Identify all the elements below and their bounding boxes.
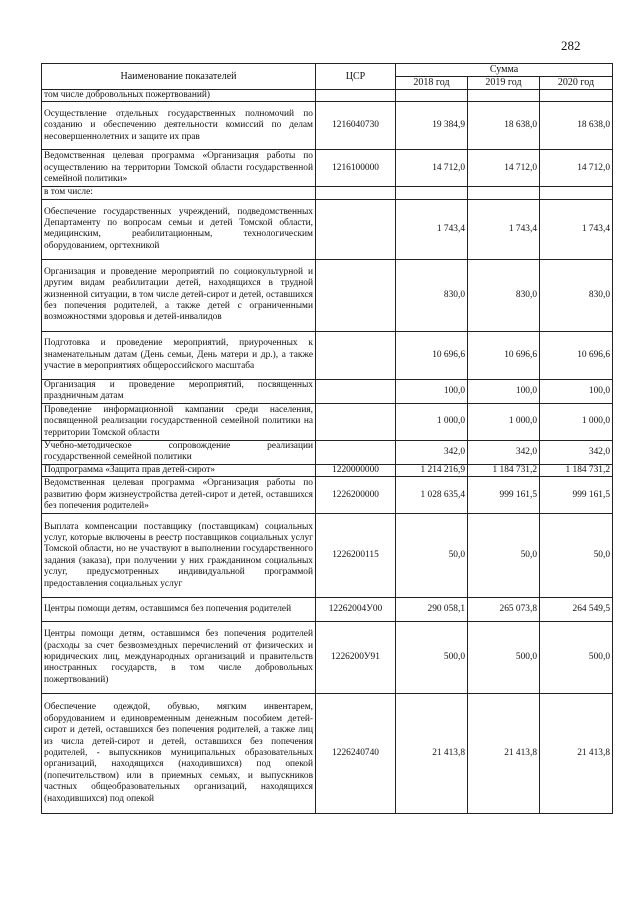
table-row bbox=[42, 331, 613, 379]
row-code: 1216040730 bbox=[316, 102, 396, 150]
table-row bbox=[42, 150, 613, 187]
row-value-2019: 50,0 bbox=[468, 514, 540, 598]
row-value-2020: 342,0 bbox=[540, 440, 613, 464]
row-value-2019: 830,0 bbox=[468, 259, 540, 331]
row-value-2019: 100,0 bbox=[468, 379, 540, 403]
row-name: в том числе: bbox=[42, 187, 316, 199]
row-code: 1226200115 bbox=[316, 514, 396, 598]
row-value-2019: 14 712,0 bbox=[468, 150, 540, 187]
row-value-2019: 18 638,0 bbox=[468, 102, 540, 150]
row-value-2018 bbox=[396, 187, 468, 199]
row-value-2020: 264 549,5 bbox=[540, 598, 613, 622]
table-row bbox=[42, 464, 613, 476]
table-row bbox=[42, 477, 613, 514]
row-value-2018: 10 696,6 bbox=[396, 331, 468, 379]
row-name: Осуществление отдельных государственных полномочий по созданию и обеспечению деятельности комиссий по делам несовершеннолетних и защите их прав bbox=[42, 102, 316, 150]
row-code bbox=[316, 90, 396, 102]
row-value-2020: 10 696,6 bbox=[540, 331, 613, 379]
row-value-2018: 290 058,1 bbox=[396, 598, 468, 622]
table-row bbox=[42, 514, 613, 598]
row-value-2018: 14 712,0 bbox=[396, 150, 468, 187]
page-number: 282 bbox=[561, 38, 581, 53]
row-value-2019: 999 161,5 bbox=[468, 477, 540, 514]
row-name: Организация и проведение мероприятий по социокультурной и другим видам реабилитации детей, находящихся в трудной жизненной ситуации, в том числе детей-сирот и детей, оставшихся без попечения родителей, а также детей с ограниченными возможностями здоровья и детей-инвалидов bbox=[42, 259, 316, 331]
row-value-2019: 265 073,8 bbox=[468, 598, 540, 622]
row-value-2018: 50,0 bbox=[396, 514, 468, 598]
budget-table bbox=[41, 63, 613, 814]
table-row bbox=[42, 598, 613, 622]
row-name: Обеспечение государственных учреждений, подведомственных Департаменту по вопросам семьи и детей Томской области, медицинским, реабилитационным, технологическим оборудованием, оргтехникой bbox=[42, 199, 316, 259]
row-code bbox=[316, 403, 396, 440]
row-value-2018: 500,0 bbox=[396, 622, 468, 694]
row-value-2020: 999 161,5 bbox=[540, 477, 613, 514]
row-value-2018: 21 413,8 bbox=[396, 694, 468, 814]
row-code: 1216100000 bbox=[316, 150, 396, 187]
row-code bbox=[316, 440, 396, 464]
row-code bbox=[316, 187, 396, 199]
row-value-2020: 100,0 bbox=[540, 379, 613, 403]
header-code: ЦСР bbox=[316, 64, 396, 90]
table-row bbox=[42, 259, 613, 331]
row-value-2020: 18 638,0 bbox=[540, 102, 613, 150]
row-code bbox=[316, 199, 396, 259]
row-name: Подпрограмма «Защита прав детей-сирот» bbox=[42, 464, 316, 476]
row-value-2020: 50,0 bbox=[540, 514, 613, 598]
table-row bbox=[42, 90, 613, 102]
row-code: 1226240740 bbox=[316, 694, 396, 814]
row-name: Центры помощи детям, оставшимся без попечения родителей bbox=[42, 598, 316, 622]
table-row bbox=[42, 199, 613, 259]
row-name: Проведение информационной кампании среди населения, посвященной реализации государственной семейной политики на территории Томской области bbox=[42, 403, 316, 440]
row-code bbox=[316, 259, 396, 331]
row-code: 1226200000 bbox=[316, 477, 396, 514]
row-name: Ведомственная целевая программа «Организация работы по осуществлению на территории Томской области государственной семейной политики» bbox=[42, 150, 316, 187]
table-row bbox=[42, 187, 613, 199]
row-value-2020 bbox=[540, 187, 613, 199]
row-value-2018: 19 384,9 bbox=[396, 102, 468, 150]
row-value-2020: 1 743,4 bbox=[540, 199, 613, 259]
table-row bbox=[42, 102, 613, 150]
header-sum: Сумма bbox=[396, 64, 613, 77]
row-code: 1220000000 bbox=[316, 464, 396, 476]
row-value-2019: 342,0 bbox=[468, 440, 540, 464]
row-value-2018: 830,0 bbox=[396, 259, 468, 331]
row-name: Ведомственная целевая программа «Организация работы по развитию форм жизнеустройства детей-сирот и детей, оставшихся без попечения родителей» bbox=[42, 477, 316, 514]
row-value-2020: 1 000,0 bbox=[540, 403, 613, 440]
row-code: 1226200У91 bbox=[316, 622, 396, 694]
row-code bbox=[316, 331, 396, 379]
table-row bbox=[42, 694, 613, 814]
row-code bbox=[316, 379, 396, 403]
row-value-2020 bbox=[540, 90, 613, 102]
row-value-2019: 1 743,4 bbox=[468, 199, 540, 259]
row-value-2020: 500,0 bbox=[540, 622, 613, 694]
row-value-2018: 100,0 bbox=[396, 379, 468, 403]
row-value-2018 bbox=[396, 90, 468, 102]
row-value-2018: 342,0 bbox=[396, 440, 468, 464]
header-year-2019: 2019 год bbox=[468, 77, 540, 90]
row-name: Учебно-методическое сопровождение реализации государственной семейной политики bbox=[42, 440, 316, 464]
row-value-2019: 1 000,0 bbox=[468, 403, 540, 440]
row-name: Организация и проведение мероприятий, посвященных праздничным датам bbox=[42, 379, 316, 403]
row-value-2019: 10 696,6 bbox=[468, 331, 540, 379]
row-name: Центры помощи детям, оставшимся без попечения родителей (расходы за счет безвозмездных перечислений от физических и юридических лиц, международных организаций и правительств иностранных государств, в том числе добровольных пожертвований) bbox=[42, 622, 316, 694]
header-name: Наименование показателей bbox=[42, 64, 316, 90]
row-value-2019: 21 413,8 bbox=[468, 694, 540, 814]
table-row bbox=[42, 403, 613, 440]
row-value-2019 bbox=[468, 187, 540, 199]
row-value-2018: 1 028 635,4 bbox=[396, 477, 468, 514]
row-value-2020: 1 184 731,2 bbox=[540, 464, 613, 476]
row-code: 12262004У00 bbox=[316, 598, 396, 622]
row-name: Подготовка и проведение мероприятий, приуроченных к знаменательным датам (День семьи, День матери и др.), а также участие в мероприятиях общероссийского масштаба bbox=[42, 331, 316, 379]
header-year-2018: 2018 год bbox=[396, 77, 468, 90]
row-name: Обеспечение одеждой, обувью, мягким инвентарем, оборудованием и единовременным денежным пособием детей-сирот и детей, оставшихся без попечения родителей, а также лиц из числа детей-сирот и детей, оставшихся без попечения родителей, - выпускников муниципальных образовательных организаций, находящихся (находившихся) под опекой (попечительством) или в приемных семьях, и выпускников частных общеобразовательных организаций, находящихся (находившихся) под опекой bbox=[42, 694, 316, 814]
row-value-2019 bbox=[468, 90, 540, 102]
row-value-2018: 1 214 216,9 bbox=[396, 464, 468, 476]
row-value-2019: 1 184 731,2 bbox=[468, 464, 540, 476]
table-row bbox=[42, 440, 613, 464]
header-year-2020: 2020 год bbox=[540, 77, 613, 90]
row-value-2018: 1 743,4 bbox=[396, 199, 468, 259]
row-value-2019: 500,0 bbox=[468, 622, 540, 694]
row-value-2020: 14 712,0 bbox=[540, 150, 613, 187]
row-value-2018: 1 000,0 bbox=[396, 403, 468, 440]
row-value-2020: 830,0 bbox=[540, 259, 613, 331]
table-row bbox=[42, 379, 613, 403]
row-value-2020: 21 413,8 bbox=[540, 694, 613, 814]
row-name: Выплата компенсации поставщику (поставщикам) социальных услуг, которые включены в реестр поставщиков социальных услуг Томской области, но не участвуют в выполнении государственного задания (заказа), при получении у них гражданином социальных услуг, предусмотренных индивидуальной программой предоставления социальных услуг bbox=[42, 514, 316, 598]
table-row bbox=[42, 622, 613, 694]
row-name: том числе добровольных пожертвований) bbox=[42, 90, 316, 102]
